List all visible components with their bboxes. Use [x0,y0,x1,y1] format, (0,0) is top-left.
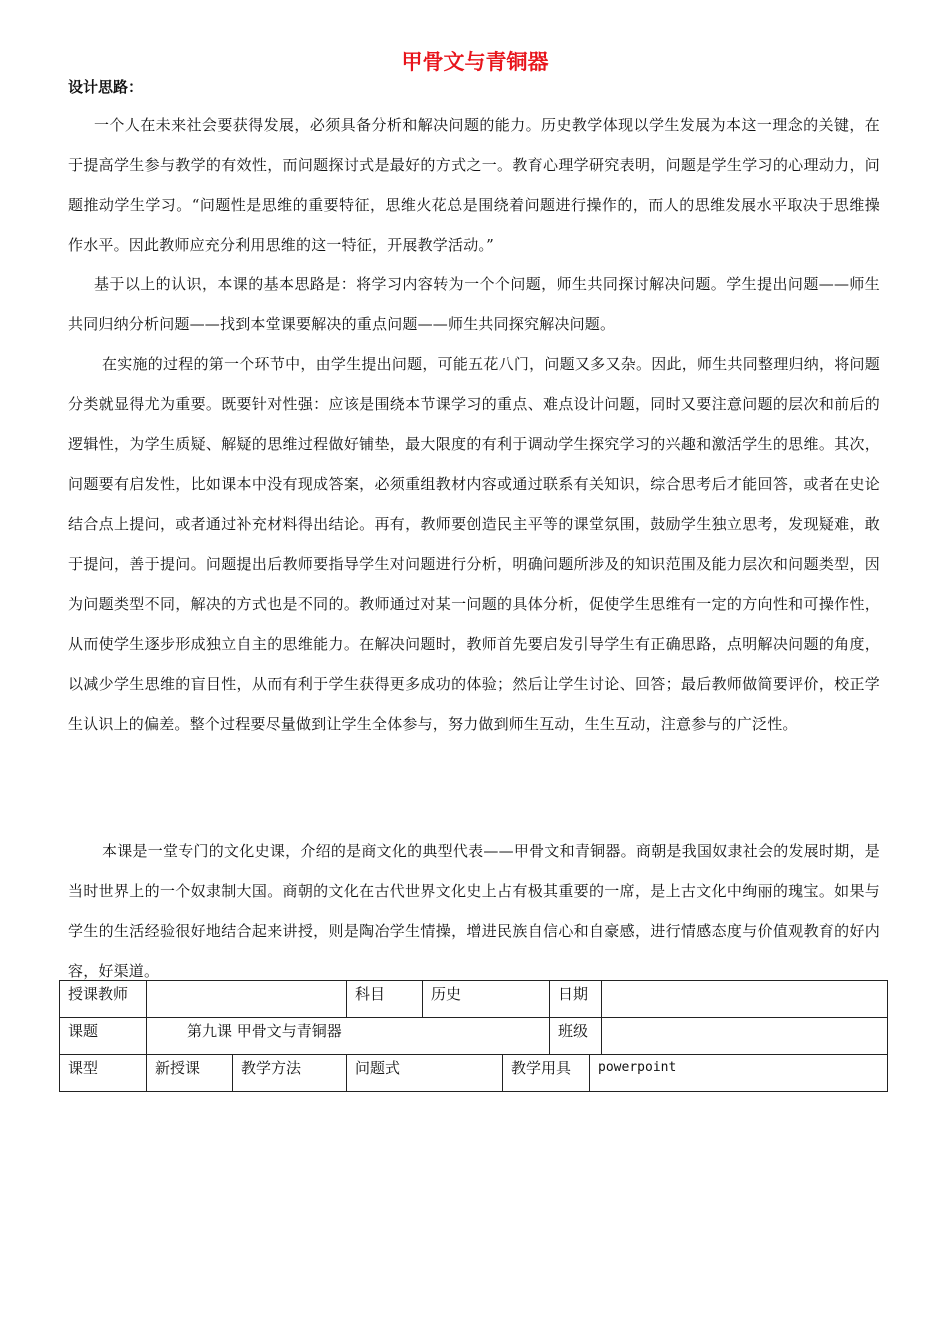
subject-label: 科目 [347,981,423,1018]
teacher-value [147,981,347,1018]
lesson-info-table [59,980,888,1092]
teacher-label: 授课教师 [60,981,147,1018]
paragraph-3: 在实施的过程的第一个环节中，由学生提出问题，可能五花八门，问题又多又杂。因此，师生共同整理归纳，将问题分类就显得尤为重要。既要针对性强：应该是围绕本节课学习的重点、难点设计问题，同时又要注意问题的层次和前后的逻辑性，为学生质疑、解疑的思维过程做好铺垫，最大限度的有利于调动学生探究学习的兴趣和激活学生的思维。其次，问题要有启发性，比如课本中没有现成答案，必须重组教材内容或通过联系有关知识，综合思考后才能回答，或者在史论结合点上提问，或者通过补充材料得出结论。再有，教师要创造民主平等的课堂氛围，鼓励学生独立思考，发现疑难，敢于提问，善于提问。问题提出后教师要指导学生对问题进行分析，明确问题所涉及的知识范围及能力层次和问题类型，因为问题类型不同，解决的方式也是不同的。教师通过对某一问题的具体分析，促使学生思维有一定的方向性和可操作性，从而使学生逐步形成独立自主的思维能力。在解决问题时，教师首先要启发引导学生有正确思路，点明解决问题的角度，以减少学生思维的盲目性，从而有利于学生获得更多成功的体验；然后让学生讨论、回答；最后教师做简要评价，校正学生认识上的偏差。整个过程要尽量做到让学生全体参与，努力做到师生互动，生生互动，注意参与的广泛性。 [68,355,880,733]
table-row [60,1055,888,1092]
table-row [60,1018,888,1055]
subject-value: 历史 [423,981,550,1018]
table-row [60,981,888,1018]
date-label: 日期 [550,981,602,1018]
topic-value: 第九课 甲骨文与青铜器 [147,1018,550,1055]
class-value [602,1018,888,1055]
paragraph-4: 本课是一堂专门的文化史课，介绍的是商文化的典型代表——甲骨文和青铜器。商朝是我国奴隶社会的发展时期，是当时世界上的一个奴隶制大国。商朝的文化在古代世界文化史上占有极其重要的一席，是上古文化中绚丽的瑰宝。如果与学生的生活经验很好地结合起来讲授，则是陶冶学生情操，增进民族自信心和自豪感，进行情感态度与价值观教育的好内容，好渠道。 [68,842,880,980]
date-value [602,981,888,1018]
method-label: 教学方法 [233,1055,347,1092]
section-heading: 设计思路： [68,78,144,96]
topic-label: 课题 [60,1018,147,1055]
type-value: 新授课 [147,1055,233,1092]
paragraph-2: 基于以上的认识，本课的基本思路是：将学习内容转为一个个问题，师生共同探讨解决问题。学生提出问题——师生共同归纳分析问题——找到本堂课要解决的重点问题——师生共同探究解决问题。 [68,275,880,333]
paragraph-1: 一个人在未来社会要获得发展，必须具备分析和解决问题的能力。历史教学体现以学生发展为本这一理念的关键，在于提高学生参与教学的有效性，而问题探讨式是最好的方式之一。教育心理学研究表明，问题是学生学习的心理动力，问题推动学生学习。“问题性是思维的重要特征，思维火花总是围绕着问题进行操作的，而人的思维发展水平取决于思维操作水平。因此教师应充分利用思维的这一特征，开展教学活动。” [68,116,880,254]
tools-value: powerpoint [590,1055,888,1092]
tools-label: 教学用具 [503,1055,590,1092]
document-title: 甲骨文与青铜器 [401,50,549,74]
type-label: 课型 [60,1055,147,1092]
class-label: 班级 [550,1018,602,1055]
method-value: 问题式 [347,1055,503,1092]
